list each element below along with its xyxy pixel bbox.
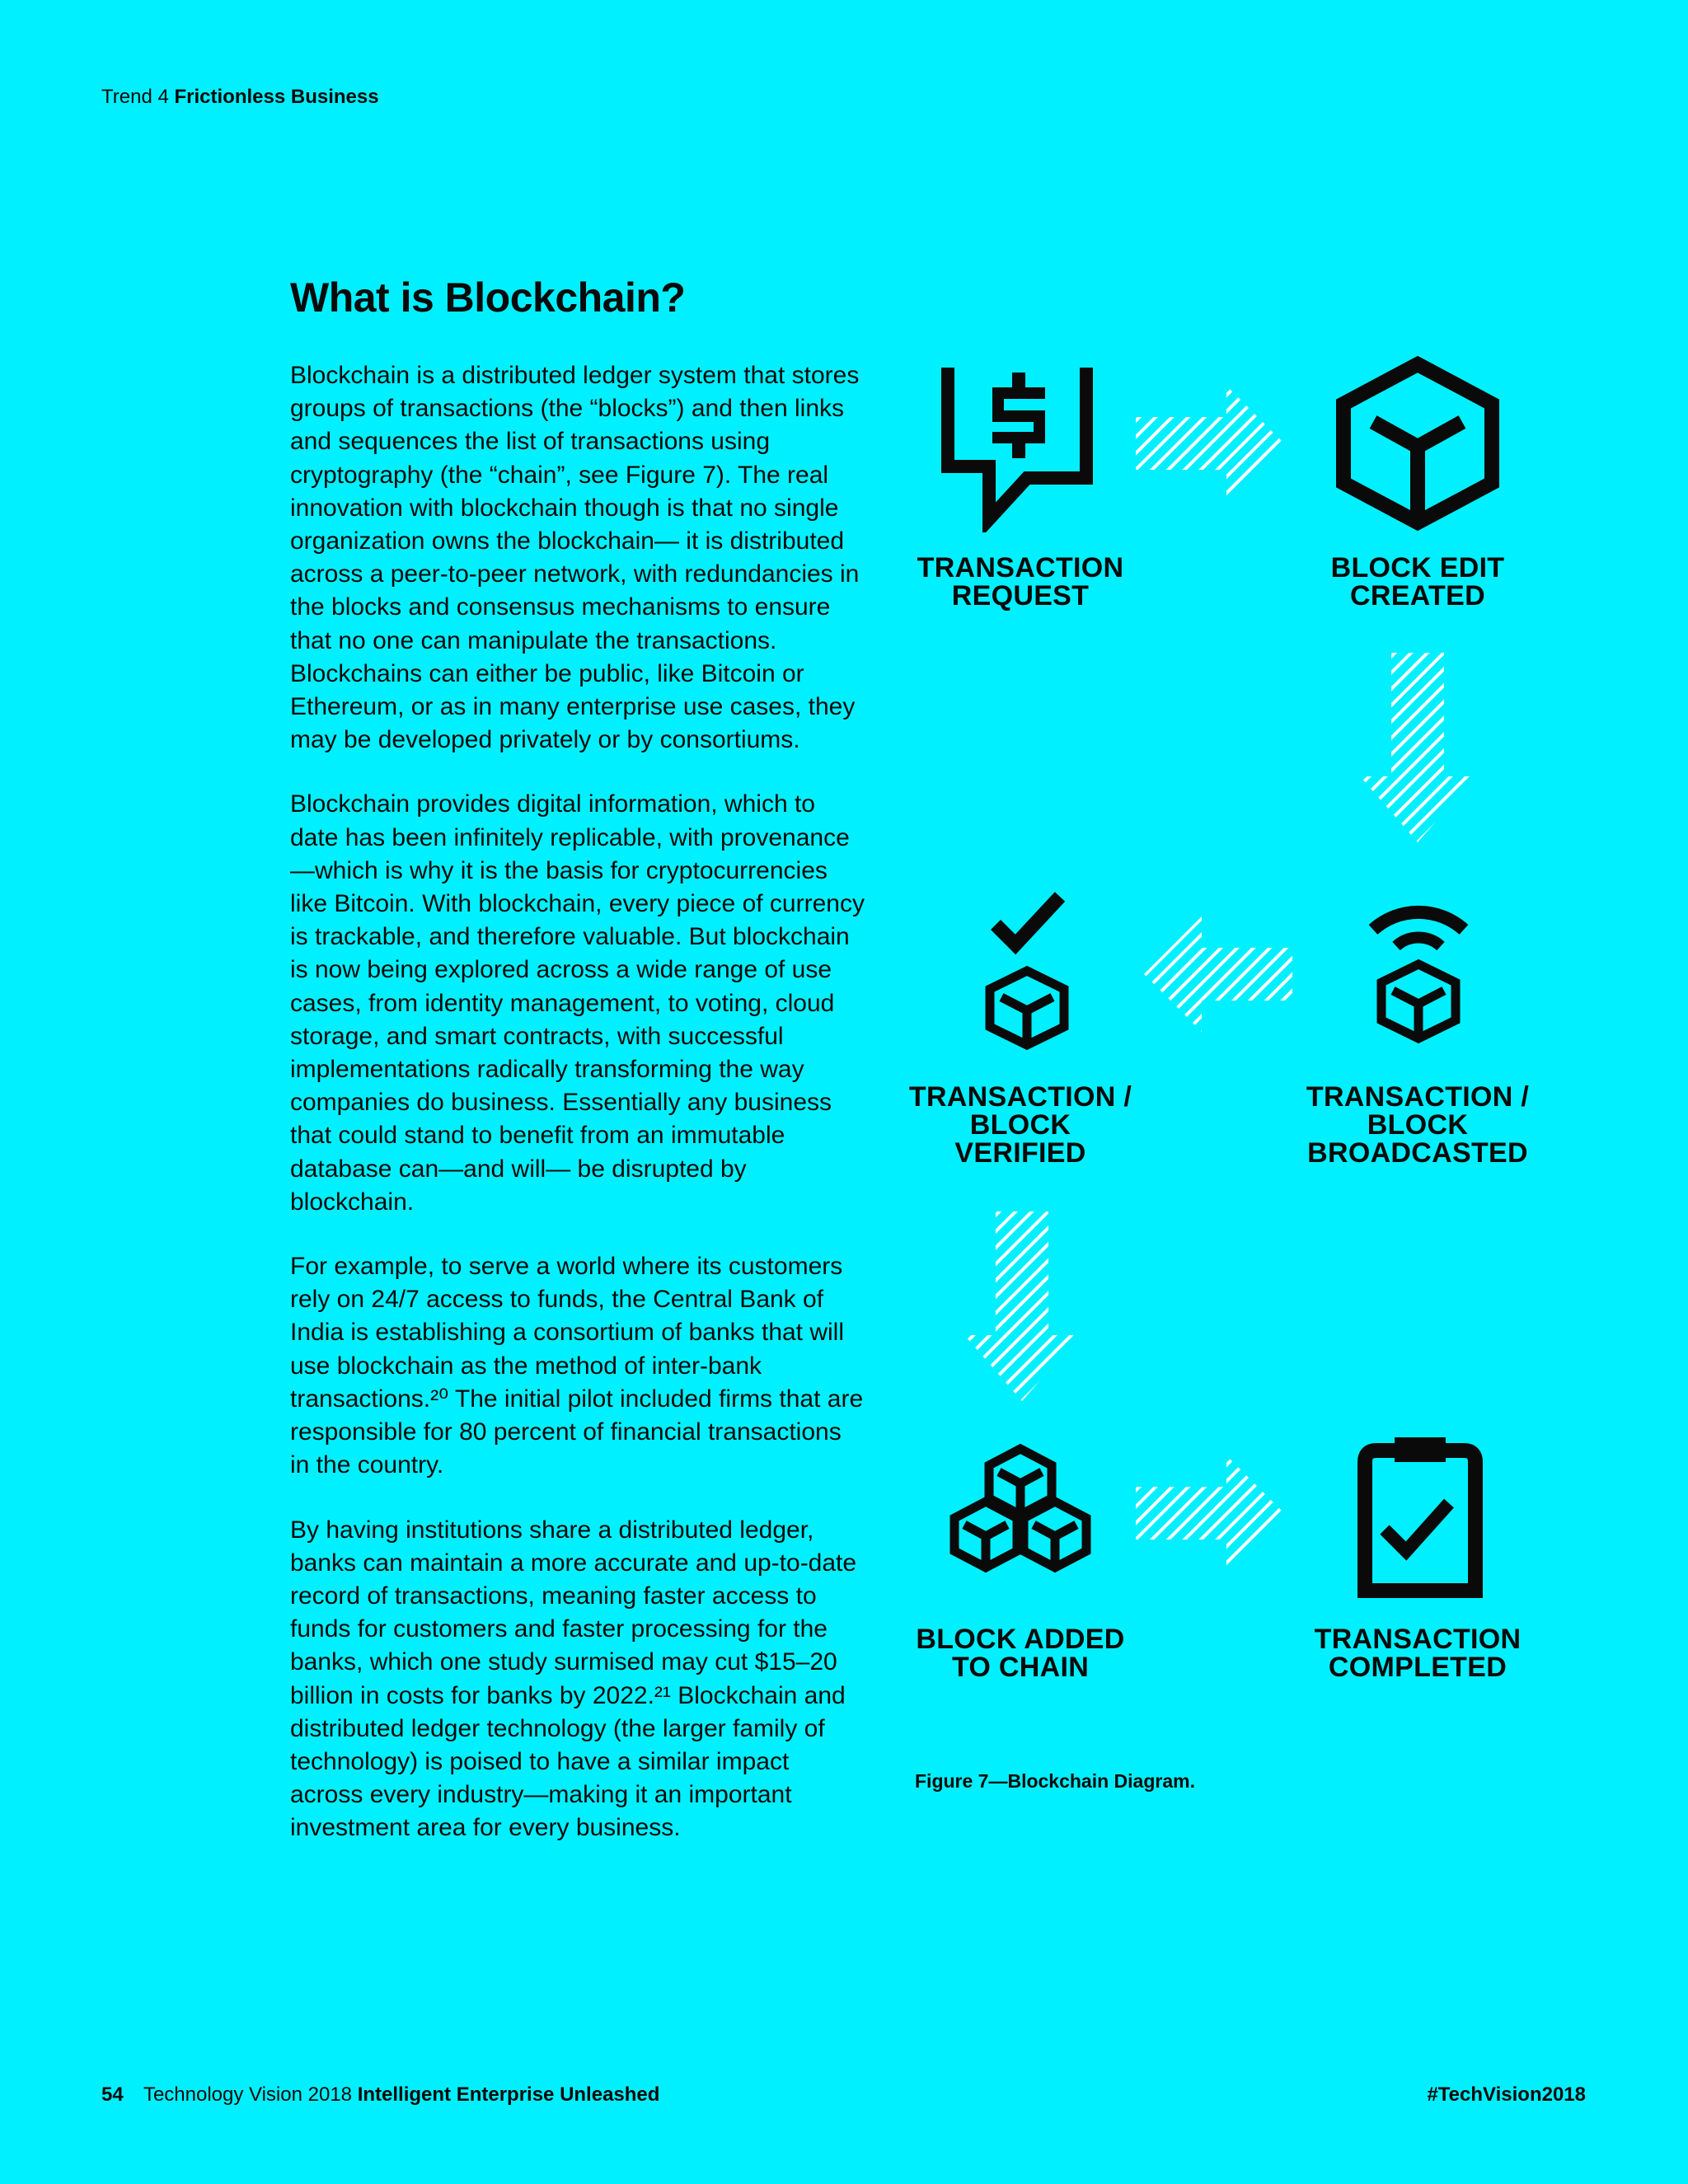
dollar-chat-icon bbox=[941, 364, 1096, 532]
footer-left bbox=[101, 2083, 659, 2107]
blockchain-diagram bbox=[890, 346, 1632, 1830]
running-header bbox=[101, 86, 379, 109]
paragraph: By having institutions share a distributed ledger, banks can maintain a more accurate and up-to-date record of transactions, meaning faster access to funds for customers and faster processing for the banks, which one study surmised may cut $15–20 billion in costs for banks by 2022.²¹ Blockchain and distributed ledger technology (the larger family of technology) is poised to have a similar impact across every industry—making it an important investment area for every business. bbox=[290, 1516, 857, 1842]
clipboard-check-icon bbox=[1352, 1432, 1489, 1604]
broadcast-cube-icon bbox=[1365, 890, 1472, 1047]
arrow-down bbox=[1360, 653, 1475, 847]
paragraph: For example, to serve a world where its customers rely on 24/7 access to funds, the Central Bank of India is establishing a consortium of banks that will use blockchain as the method of inter-bank transactions.²⁰ The initial pilot included firms that are responsible for 80 percent of financial transactions in the country. bbox=[290, 1253, 864, 1479]
trend-number: Trend 4 bbox=[101, 86, 169, 108]
figure-caption: Figure 7—Blockchain Diagram. bbox=[915, 1770, 1195, 1792]
cube-icon bbox=[1334, 356, 1502, 531]
publication-title: Intelligent Enterprise Unleashed bbox=[357, 2083, 660, 2106]
check-cube-icon bbox=[979, 890, 1078, 1055]
arrow-down bbox=[964, 1212, 1080, 1406]
step-label-block-edit-created: BLOCK EDIT CREATED bbox=[1330, 552, 1505, 612]
step-label-block-broadcasted: TRANSACTION / BLOCK BROADCASTED bbox=[1306, 1081, 1530, 1169]
step-label-block-added-to-chain: BLOCK ADDED TO CHAIN bbox=[916, 1624, 1125, 1683]
hashtag: #TechVision2018 bbox=[1427, 2083, 1586, 2106]
arrow-left bbox=[1136, 916, 1292, 1032]
arrow-right bbox=[1136, 386, 1292, 501]
paragraph: Blockchain provides digital information, which to date has been infinitely replicable, with provenance—which is why it is the basis for cryptocurrencies like Bitcoin. With blockchain, every piece of currency is trackable, and therefore valuable. But blockchain is now being explored across a wide range of use cases, from identity management, to voting, cloud storage, and smart contracts, with successful implementations radically transforming the way companies do business. Essentially any business that could stand to benefit from an immutable database can—and will— be disrupted by blockchain. bbox=[290, 790, 865, 1216]
step-label-transaction-request: TRANSACTION REQUEST bbox=[917, 552, 1124, 612]
article-body bbox=[290, 359, 867, 1877]
page-number: 54 bbox=[101, 2083, 124, 2106]
step-label-block-verified: TRANSACTION / BLOCK VERIFIED bbox=[908, 1081, 1132, 1169]
arrow-right bbox=[1136, 1455, 1292, 1571]
page-title: What is Blockchain? bbox=[290, 274, 686, 321]
trend-title: Frictionless Business bbox=[174, 86, 379, 108]
publication-name: Technology Vision 2018 bbox=[143, 2083, 353, 2106]
step-label-transaction-completed: TRANSACTION COMPLETED bbox=[1314, 1624, 1522, 1683]
stacked-cubes-icon bbox=[940, 1442, 1104, 1591]
paragraph: Blockchain is a distributed ledger system that stores groups of transactions (the “blocks”) and then links and sequences the list of transactions using cryptography (the “chain”, see Figure 7). The real innovation with blockchain though is that no single organization owns the blockchain— it is distributed across a peer-to-peer network, with redundancies in the blocks and consensus mechanisms to ensure that no one can manipulate the transactions. Blockchains can either be public, like Bitcoin or Ethereum, or as in many enterprise use cases, they may be developed privately or by consortiums. bbox=[290, 362, 860, 754]
